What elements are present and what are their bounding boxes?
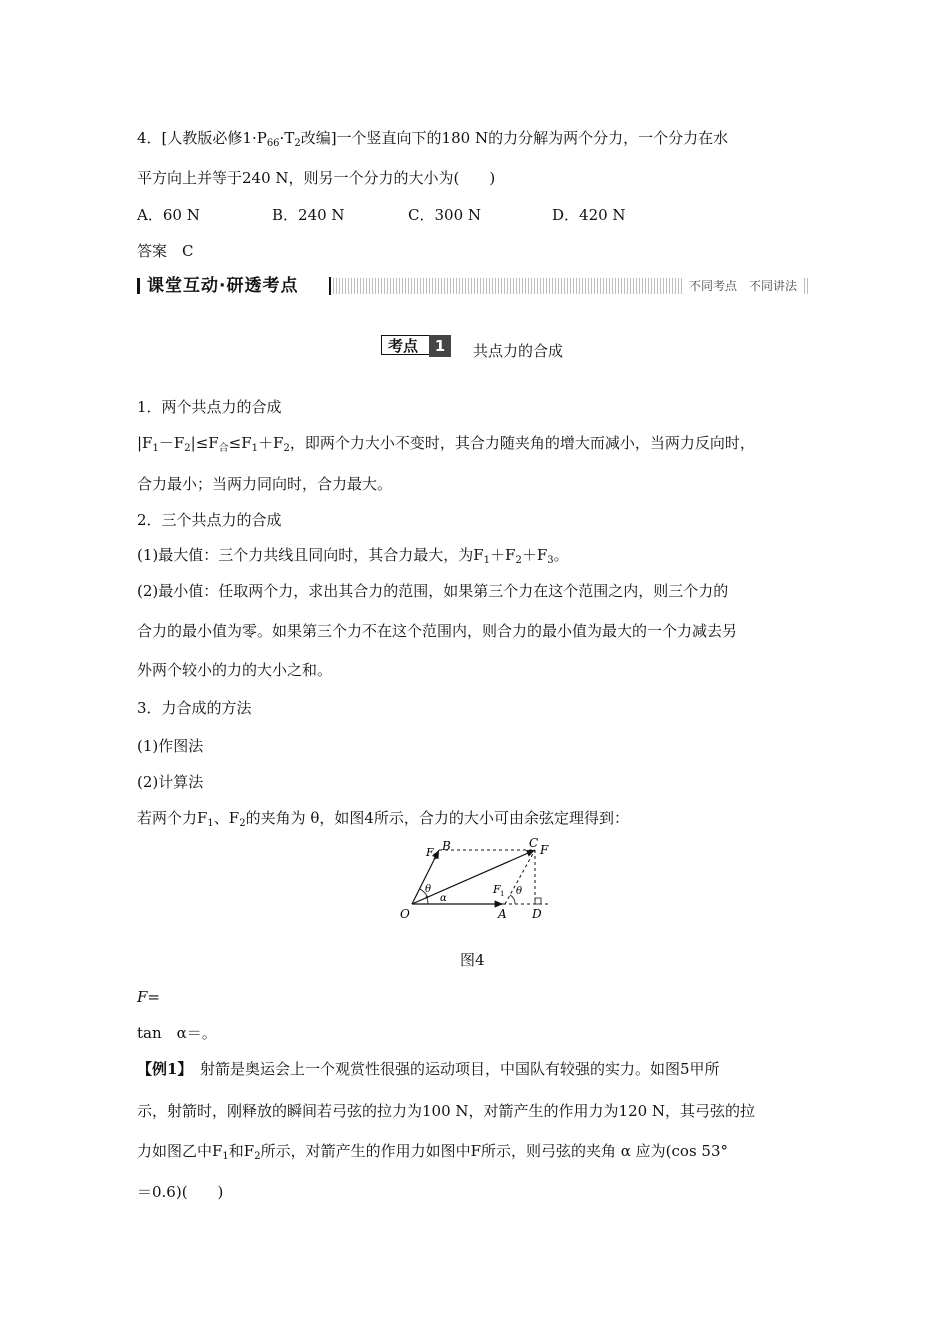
figure-4-force-diagram xyxy=(398,838,568,922)
topic-number: 1 xyxy=(429,335,451,357)
answer: 答案 C xyxy=(137,242,194,260)
choice-b: B．240 N xyxy=(272,206,345,224)
label-theta-a: θ xyxy=(516,886,523,897)
paragraph-1-line-1: $|F_1-F_2|\le F_合\le F_1+F_2$，即两个力大小不变时，其合力随夹角的增大而减小，当两力反向时， xyxy=(137,434,755,454)
example-1-line-2: 示，射箭时，刚释放的瞬间若弓弦的拉力为100 N，对箭产生的作用力为120 N，其弓弦的拉 xyxy=(137,1102,756,1120)
right-angle-mark xyxy=(535,898,541,904)
paragraph-2: (1)最大值：三个力共线且同向时，其合力最大，为$F_1+F_2+F_3$。 xyxy=(137,546,569,566)
heading-3: 3．力合成的方法 xyxy=(137,699,252,717)
label-f1: F xyxy=(493,883,501,896)
label-a: A xyxy=(498,907,507,921)
section-banner xyxy=(137,274,809,298)
heading-1: 1．两个共点力的合成 xyxy=(137,398,282,416)
paragraph-3-line-3: 外两个较小的力的大小之和。 xyxy=(137,661,333,679)
method-1: (1)作图法 xyxy=(137,737,204,755)
formula-tan: tan α＝。 xyxy=(137,1024,217,1042)
label-b: B xyxy=(442,839,451,853)
label-f2: F xyxy=(426,846,434,859)
paragraph-4: 若两个力$F_1$、$F_2$的夹角为 θ，如图4所示，合力的大小可由余弦定理得到： xyxy=(137,809,629,829)
method-2: (2)计算法 xyxy=(137,773,204,791)
question-4-line-2: 平方向上并等于240 N，则另一个分力的大小为( ) xyxy=(137,169,496,187)
theta-arc-a xyxy=(510,895,515,904)
topic-label: 考点 xyxy=(381,335,451,355)
paragraph-1-line-2: 合力最小；当两力同向时，合力最大。 xyxy=(137,475,393,493)
choice-d: D．420 N xyxy=(552,206,626,224)
paragraph-3-line-2: 合力的最小值为零。如果第三个力不在这个范围内，则合力的最小值为最大的一个力减去另 xyxy=(137,622,738,640)
example-1-line-3: 力如图乙中$F_1$和$F_2$所示，对箭产生的作用力如图中F所示，则弓弦的夹角 α 应为(cos 53° xyxy=(137,1142,729,1162)
figure-caption: 图4 xyxy=(460,951,485,969)
example-1-line-4: ＝0.6)( ) xyxy=(137,1183,224,1201)
formula-f: F= xyxy=(137,988,160,1006)
banner-separator xyxy=(329,277,331,295)
label-f: F xyxy=(540,843,549,857)
banner-tag: 不同考点 不同讲法 xyxy=(683,274,803,298)
question-4-line-1: 4．[人教版必修$1\cdot P_{66}\cdot T_2$改编]一个竖直向下的180 N的力分解为两个分力，一个分力在水 xyxy=(137,129,729,149)
example-1-line-1: 【例1】 射箭是奥运会上一个观赏性很强的运动项目，中国队有较强的实力。如图5甲所 xyxy=(137,1060,720,1078)
banner-left-bar xyxy=(137,278,140,294)
banner-title: 课堂互动·研透考点 xyxy=(147,274,304,298)
topic-title: 共点力的合成 xyxy=(473,342,564,360)
label-theta-o: θ xyxy=(425,884,432,895)
label-alpha: α xyxy=(440,893,447,904)
label-c: C xyxy=(529,838,539,850)
choice-c: C．300 N xyxy=(408,206,482,224)
label-o: O xyxy=(400,907,410,921)
label-d: D xyxy=(532,907,542,921)
choice-a: A．60 N xyxy=(137,206,200,224)
example-tag: 【例1】 xyxy=(137,1060,185,1078)
heading-2: 2．三个共点力的合成 xyxy=(137,511,282,529)
paragraph-3-line-1: (2)最小值：任取两个力，求出其合力的范围，如果第三个力在这个范围之内，则三个力的 xyxy=(137,582,729,600)
label-f2-sub: 2 xyxy=(433,853,438,861)
label-f1-sub: 1 xyxy=(500,890,505,898)
